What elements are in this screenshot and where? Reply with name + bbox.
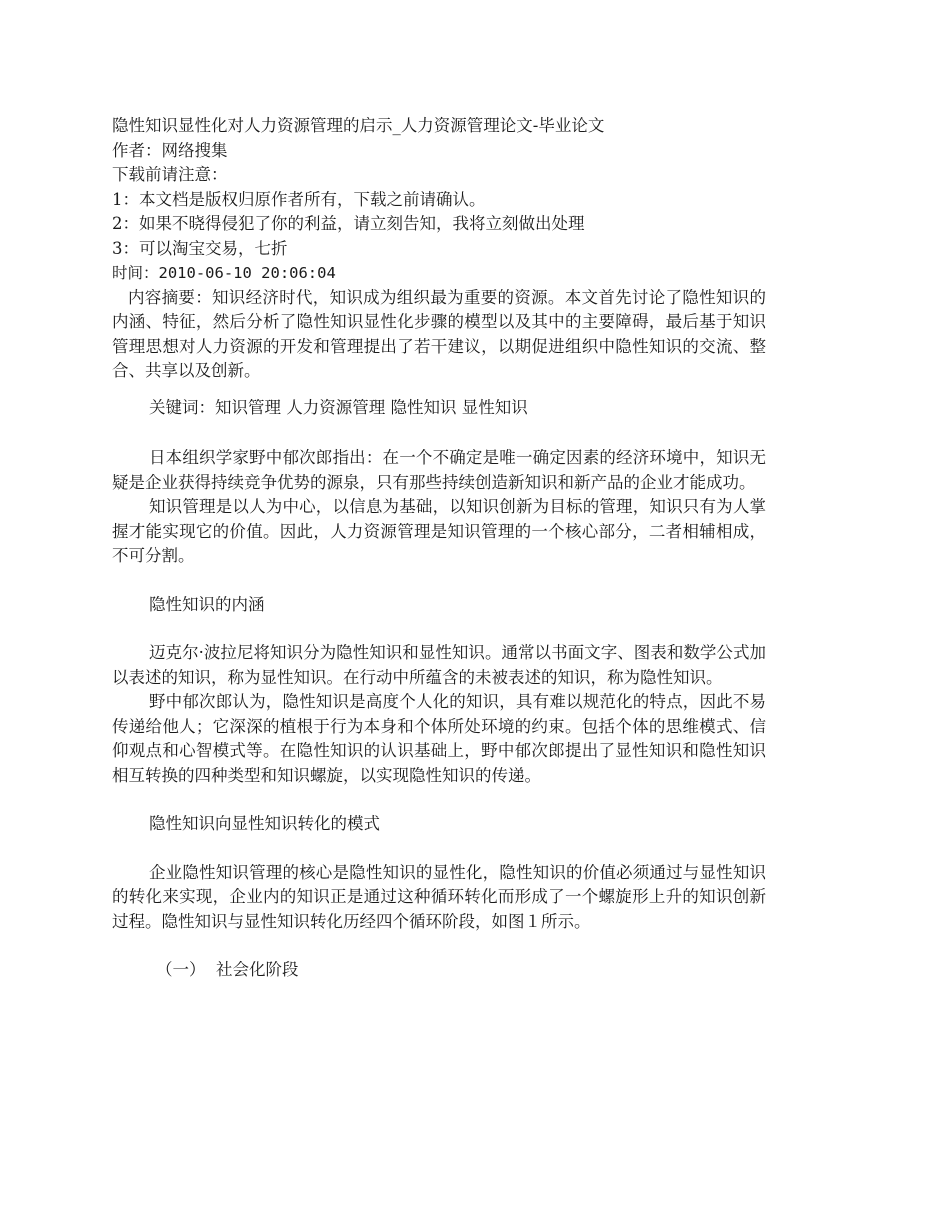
section2-paragraph-1: 企业隐性知识管理的核心是隐性知识的显性化，隐性知识的价值必须通过与显性知识的转化来实现，企业内的知识正是通过这种循环转化而形成了一个螺旋形上升的知识创新过程。隐性知识与显性知识转化历经四个循环阶段，如图１所示。 xyxy=(112,862,766,931)
document-title: 隐性知识显性化对人力资源管理的启示_人力资源管理论文-毕业论文 xyxy=(112,116,605,135)
abstract-paragraph: 内容摘要：知识经济时代，知识成为组织最为重要的资源。本文首先讨论了隐性知识的内涵、特征，然后分析了隐性知识显性化步骤的模型以及其中的主要障碍，最后基于知识管理思想对人力资源的开发和管理提出了若干建议，以期促进组织中隐性知识的交流、整合、共享以及创新。 xyxy=(112,287,766,380)
keywords-line: 关键词：知识管理 人力资源管理 隐性知识 显性知识 xyxy=(149,397,528,417)
section1-paragraph-1: 迈克尔·波拉尼将知识分为隐性知识和显性知识。通常以书面文字、图表和数学公式加以表述的知识，称为显性知识。在行动中所蕴含的未被表述的知识，称为隐性知识。 xyxy=(112,643,766,687)
notice-heading: 下载前请注意： xyxy=(112,165,228,184)
subsection-heading-1: （一） 社会化阶段 xyxy=(156,960,299,979)
section1-paragraph-2: 野中郁次郎认为，隐性知识是高度个人化的知识，具有难以规范化的特点，因此不易传递给他人；它深深的植根于行为本身和个体所处环境的约束。包括个体的思维模式、信仰观点和心智模式等。在隐性知识的认识基础上，野中郁次郎提出了显性知识和隐性知识相互转换的四种类型和知识螺旋，以实现隐性知识的传递。 xyxy=(112,692,766,785)
intro-paragraph-1: 日本组织学家野中郁次郎指出：在一个不确定是唯一确定因素的经济环境中，知识无疑是企业获得持续竞争优势的源泉，只有那些持续创造新知识和新产品的企业才能成功。 xyxy=(112,448,766,492)
notice-item-2: 2：如果不晓得侵犯了你的利益，请立刻告知，我将立刻做出处理 xyxy=(112,214,585,233)
section-heading-2: 隐性知识向显性知识转化的模式 xyxy=(149,814,380,833)
notice-item-1: 1：本文档是版权归原作者所有，下载之前请确认。 xyxy=(112,189,486,209)
timestamp-line: 时间：2010-06-10 20:06:04 xyxy=(112,264,336,282)
notice-item-3: 3：可以淘宝交易，七折 xyxy=(112,238,288,258)
intro-paragraph-2: 知识管理是以人为中心，以信息为基础，以知识创新为目标的管理，知识只有为人掌握才能实现它的价值。因此，人力资源管理是知识管理的一个核心部分，二者相辅相成，不可分割。 xyxy=(112,497,766,565)
author-line: 作者：网络搜集 xyxy=(112,140,228,160)
document-body xyxy=(112,114,766,983)
section-heading-1: 隐性知识的内涵 xyxy=(149,594,265,614)
